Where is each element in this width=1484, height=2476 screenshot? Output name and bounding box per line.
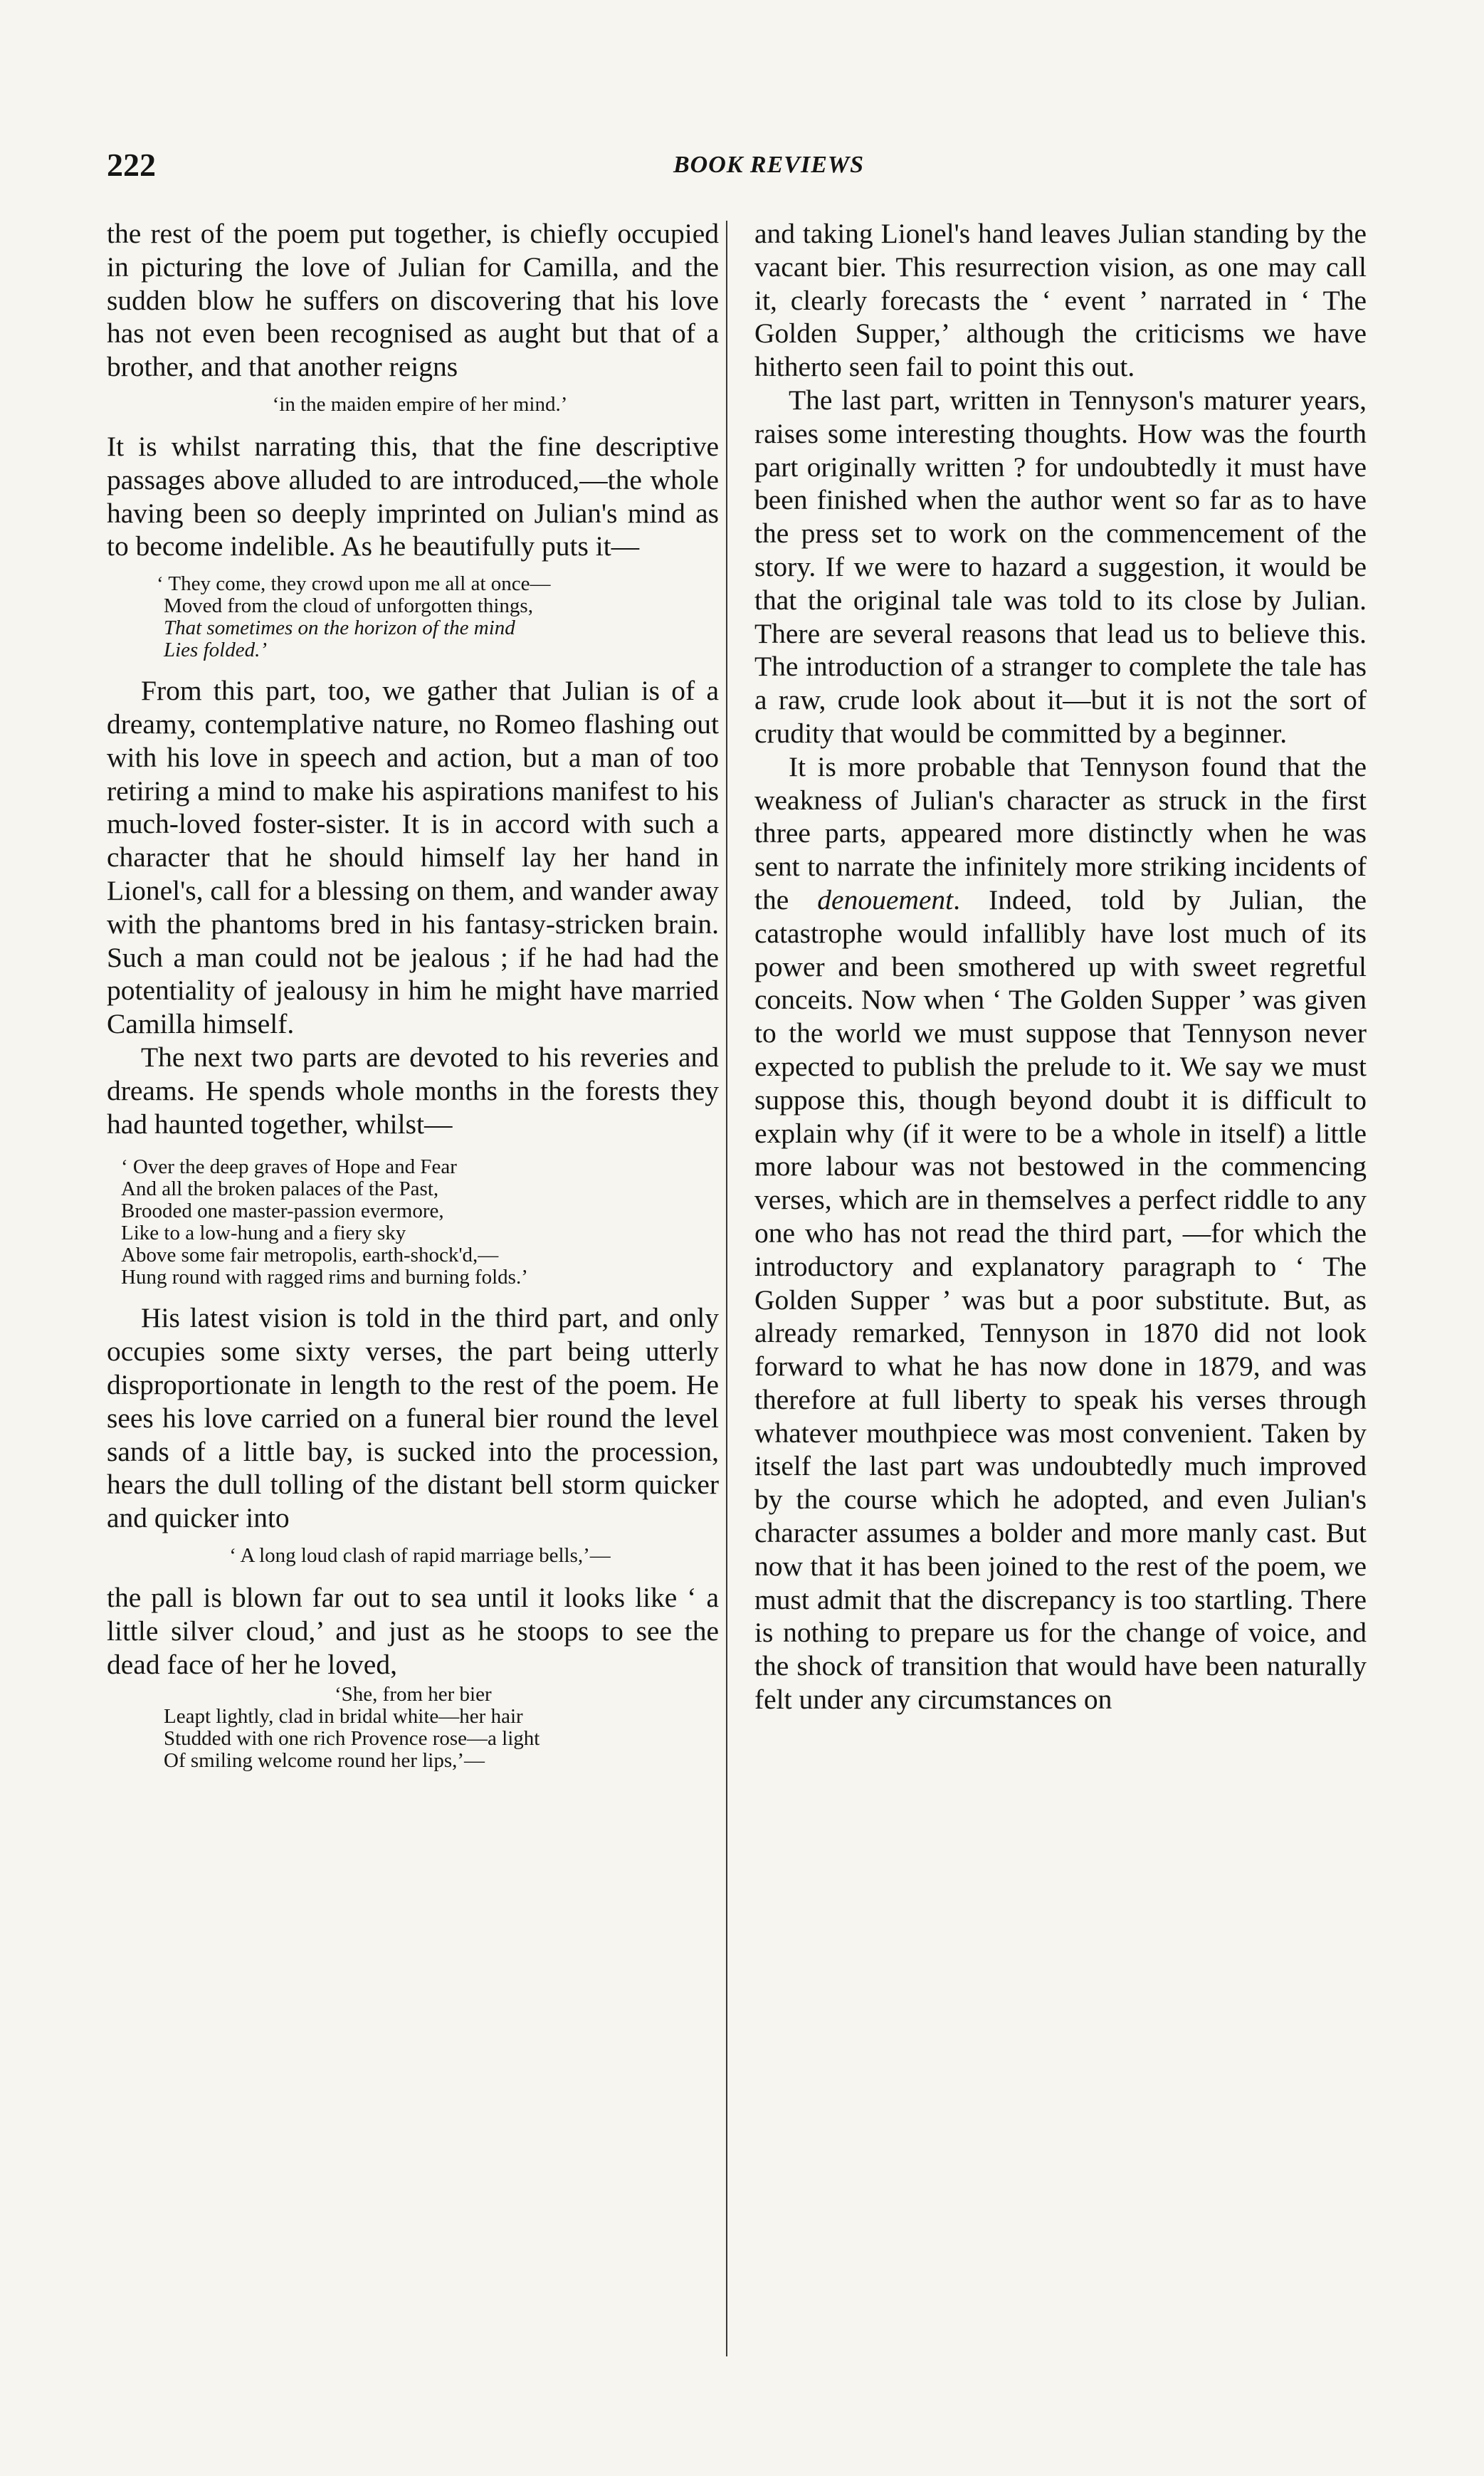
paragraph	[754, 750, 1367, 1716]
paragraph: From this part, too, we gather that Julian is of a dreamy, contemplative nature, no Romeo flashing out with his love in speech and action, but a man of too retiring a mind to make his aspirations manifest to his much-loved foster-sister. It is in accord with such a character that he should himself lay her hand in Lionel's, call for a blessing on them, and wander away with the phantoms bred in his fantasy-stricken brain. Such a man could not be jealous ; if he had had the potentiality of jealousy in him he might have married Camilla himself.	[107, 675, 719, 1040]
verse-line: Moved from the cloud of unforgotten things,	[164, 594, 533, 618]
quotation: ‘ A long loud clash of rapid marriage bells,’—	[229, 1543, 611, 1567]
verse-line: ‘She, from her bier	[335, 1683, 492, 1706]
verse-line: Leapt lightly, clad in bridal white—her hair	[164, 1705, 523, 1729]
verse-line: That sometimes on the horizon of the mind	[164, 617, 515, 640]
paragraph: The next two parts are devoted to his reveries and dreams. He spends whole months in the forests they had haunted together, whilst—	[107, 1041, 719, 1140]
verse-line: ‘ They come, they crowd upon me all at once—	[157, 572, 551, 596]
verse-line: ‘ Over the deep graves of Hope and Fear	[121, 1155, 457, 1179]
text-run: It is more probable that Tennyson found that the weakness of Julian's character as struck in the first three parts, appeared more distinctly when he was sent to narrate the infinitely more striking incidents of the	[754, 750, 1367, 916]
left-column	[107, 217, 719, 1785]
text-run: . Indeed, told by Julian, the catastrophe would infallibly have lost much of its power and been smothered up with sweet regretful conceits. Now when ‘ The Golden Supper ’ was given to the world we must suppose that Tennyson never expected to publish the prelude to it. We say we must suppose this, though beyond doubt it is difficult to explain why (if it were to be a whole in itself) a little more labour was not bestowed in the commencing verses, which are in themselves a perfect riddle to any one who has not read the third part, —for which the introductory and explanatory paragraph to ‘ The Golden Supper ’ was but a poor substitute. But, as already remarked, Tennyson in 1870 did not look forward to what he has now done in 1879, and was therefore at full liberty to speak his verses through whatever mouthpiece was most convenient. Taken by itself the last part was undoubtedly much improved by the course which he adopted, and even Julian's character assumes a bolder and more manly cast. But now that it has been joined to the rest of the poem, we must admit that the discrepancy is too startling. There is nothing to prepare us for the change of voice, and the shock of transition that would have been naturally felt under any circumstances on	[754, 883, 1367, 1716]
verse-quotation	[164, 1684, 719, 1772]
verse-line: And all the broken palaces of the Past,	[121, 1177, 439, 1201]
verse-line: Lies folded.’	[164, 639, 267, 662]
verse-line: Studded with one rich Provence rose—a light	[164, 1727, 540, 1751]
page-number: 222	[107, 147, 156, 183]
italic-term: denouement	[817, 883, 954, 916]
verse-line: Of smiling welcome round her lips,’—	[164, 1749, 485, 1773]
verse-line: Above some fair metropolis, earth-shock'd,—	[121, 1244, 499, 1267]
paragraph: the rest of the poem put together, is chiefly occupied in picturing the love of Julian for Camilla, and the sudden blow he suffers on discovering that his love has not even been recognised as aught but that of a brother, and that another reigns	[107, 218, 719, 383]
page-header	[107, 146, 1374, 196]
paragraph: It is whilst narrating this, that the fine descriptive passages above alluded to are introduced,—the whole having been so deeply imprinted on Julian's mind as to become indelible. As he beautifully puts it—	[107, 430, 719, 562]
paragraph: The last part, written in Tennyson's maturer years, raises some interesting thoughts. How was the fourth part originally written ? for undoubtedly it must have been finished when the author went so far as to have the press set to work on the commencement of the story. If we were to hazard a suggestion, it would be that the original tale was told to its close by Julian. There are several reasons that lead us to believe this. The introduction of a stranger to complete the tale has a raw, crude look about it—but it is not the sort of crudity that would be committed by a beginner.	[754, 384, 1367, 749]
paragraph: the pall is blown far out to sea until it looks like ‘ a little silver cloud,’ and just as he stoops to see the dead face of her he loved,	[107, 1581, 719, 1680]
paragraph: and taking Lionel's hand leaves Julian standing by the vacant bier. This resurrection vision, as one may call it, clearly forecasts the ‘ event ’ narrated in ‘ The Golden Supper,’ although the criticisms we have hitherto seen fail to point this out.	[754, 218, 1367, 383]
verse-quotation	[157, 573, 719, 661]
verse-quotation	[121, 1156, 719, 1289]
column-divider	[726, 221, 727, 2356]
verse-line: Brooded one master-passion evermore,	[121, 1200, 444, 1223]
paragraph: His latest vision is told in the third part, and only occupies some sixty verses, the part being utterly disproportionate in length to the rest of the poem. He sees his love carried on a funeral bier round the level sands of a little bay, is sucked into the procession, hears the dull tolling of the distant bell storm quicker and quicker into	[107, 1302, 719, 1534]
right-column	[754, 217, 1367, 1716]
verse-line: Hung round with ragged rims and burning folds.’	[121, 1266, 528, 1289]
verse-line: Like to a low-hung and a fiery sky	[121, 1222, 406, 1245]
running-head: BOOK REVIEWS	[673, 152, 865, 178]
quotation: ‘in the maiden empire of her mind.’	[272, 392, 568, 416]
